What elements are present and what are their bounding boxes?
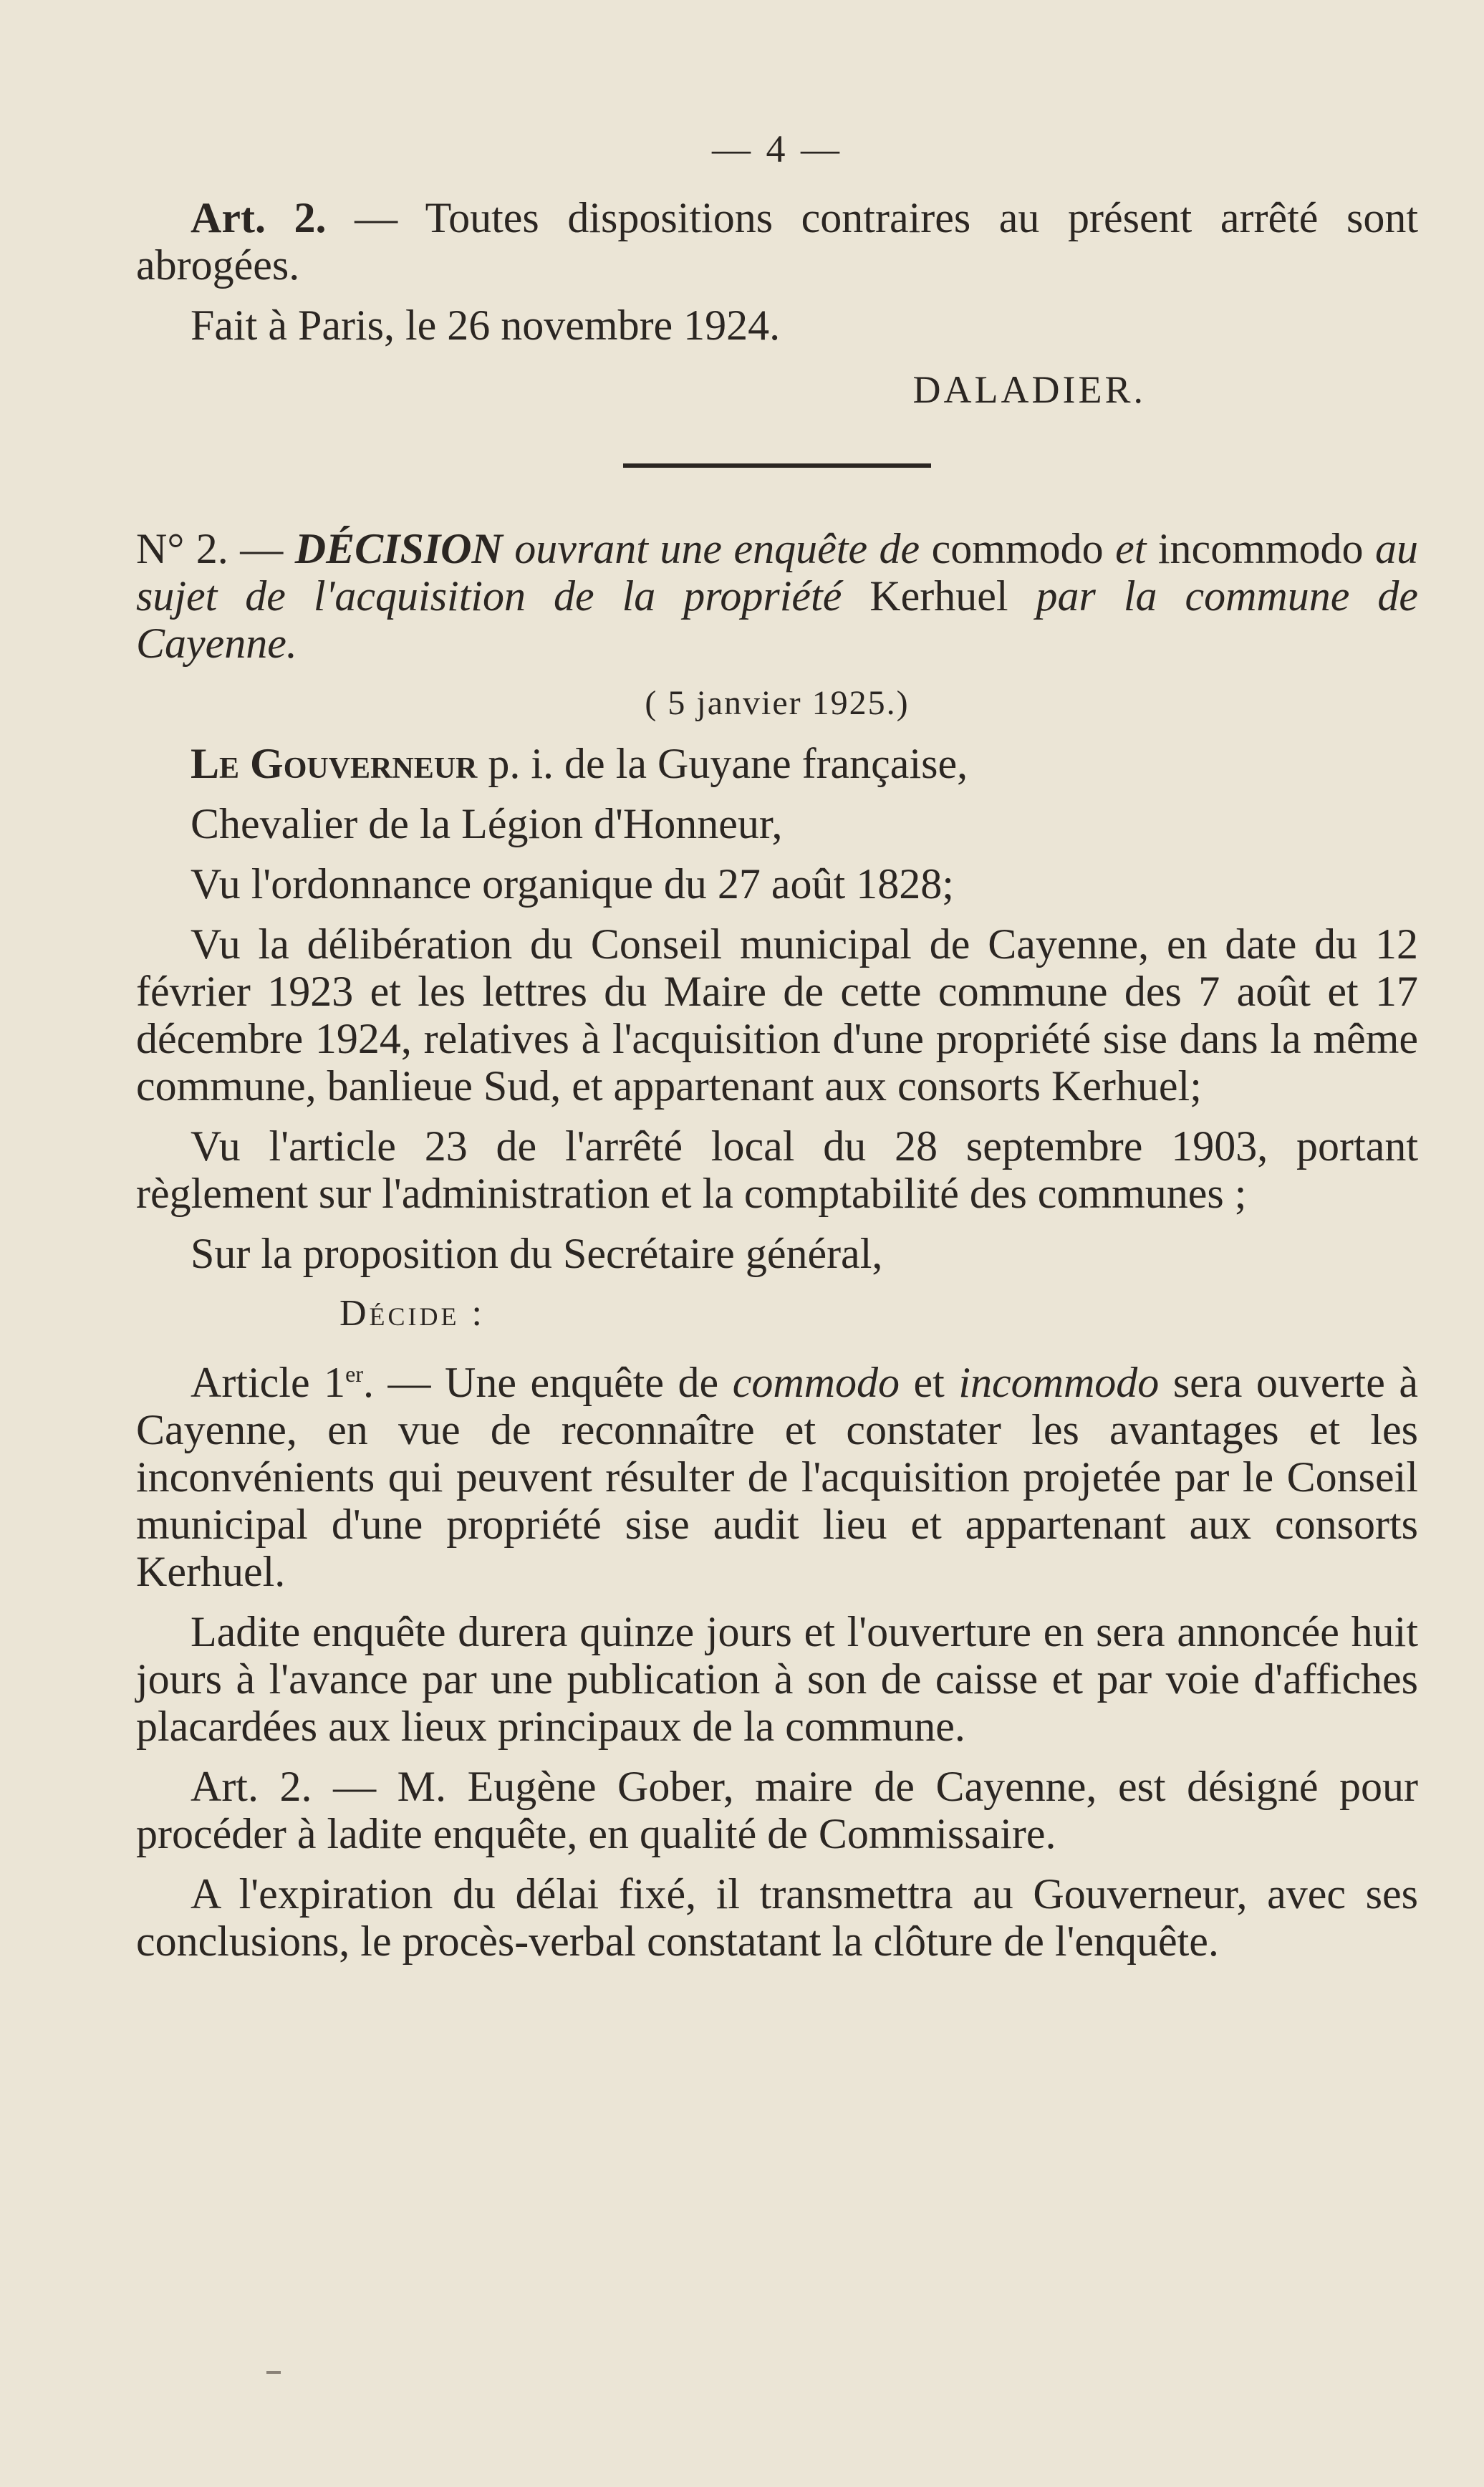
article-2-paragraph: Art. 2. — M. Eugène Gober, maire de Cayenne, est désigné pour procéder à ladite enquête, en qualité de Commissaire. (136, 1763, 1418, 1857)
signature: DALADIER. (912, 368, 1146, 411)
decision-number: N° 2. (136, 525, 228, 572)
decision-t2: commodo (931, 525, 1104, 572)
decision-t4: incommodo (1157, 525, 1364, 572)
article-text: — Toutes dispositions contraires au présent arrêté sont abrogées. (136, 194, 1419, 289)
article-1-duration: Ladite enquête durera quinze jours et l'ouverture en sera annoncée huit jours à l'avance par une publication à son de caisse et par voie d'affiches placardées aux lieux principaux de la commune. (136, 1608, 1418, 1750)
vu-deliberation: Vu la délibération du Conseil municipal de Cayenne, en date du 12 février 1923 et les lettres du Maire de cette commune des 7 août et 17 décembre 1924, relatives à l'acquisition d'une propriété sise dans la même commune, banlieue Sud, et appartenant aux consorts Kerhuel; (136, 920, 1418, 1110)
article-1-a: . — Une enquête de (362, 1359, 733, 1406)
decision-t3: et (1103, 525, 1158, 572)
governor-line (136, 740, 1418, 787)
article-1-b: commodo (732, 1359, 900, 1406)
decision-t6: Kerhuel (869, 572, 1008, 620)
decision-sep: — (228, 525, 295, 572)
stray-mark (266, 2371, 281, 2374)
decision-t1: ouvrant une enquête de (502, 525, 932, 572)
decision-t5: au sujet de l'acquisition de la propriété (136, 525, 1418, 620)
governor-rest: p. i. de la Guyane française, (477, 740, 968, 787)
page-number: — 4 — (712, 128, 842, 170)
section-divider (623, 463, 931, 468)
text-column (136, 125, 1418, 1965)
done-at-line: Fait à Paris, le 26 novembre 1924. (191, 302, 781, 349)
article-label: Art. 2. (191, 194, 327, 241)
article-1-label: Article 1 (191, 1359, 346, 1406)
article-1-d: incommodo (958, 1359, 1160, 1406)
article-1-c: et (900, 1359, 959, 1406)
article-1-e: sera ouverte à Cayenne, en vue de reconnaître et constater les avantages et les inconvénients qui peuvent résulter de l'acquisition projetée par le Conseil municipal d'une propriété sise audit lieu et appartenant aux consorts Kerhuel. (136, 1359, 1418, 1595)
article-1-sup: er (345, 1361, 363, 1387)
decision-date: ( 5 janvier 1925.) (645, 684, 910, 722)
governor-title: Le Gouverneur (191, 740, 478, 787)
previous-article-2 (136, 194, 1418, 289)
decision-t7: par la commune de Cayenne. (136, 572, 1418, 667)
decide-heading: Décide : (339, 1293, 485, 1334)
article-1-paragraph (136, 1350, 1418, 1595)
decision-heading (136, 525, 1418, 667)
vu-article: Vu l'article 23 de l'arrêté local du 28 septembre 1903, portant règlement sur l'administration et la comptabilité des communes ; (136, 1122, 1418, 1217)
vu-ordonnance: Vu l'ordonnance organique du 27 août 1828; (191, 860, 954, 908)
decision-title: DÉCISION (294, 525, 503, 572)
chevalier-line: Chevalier de la Légion d'Honneur, (191, 800, 783, 847)
proposition-line: Sur la proposition du Secrétaire général, (191, 1230, 883, 1277)
article-2-expiration: A l'expiration du délai fixé, il transmettra au Gouverneur, avec ses conclusions, le procès-verbal constatant la clôture de l'enquête. (136, 1870, 1418, 1965)
